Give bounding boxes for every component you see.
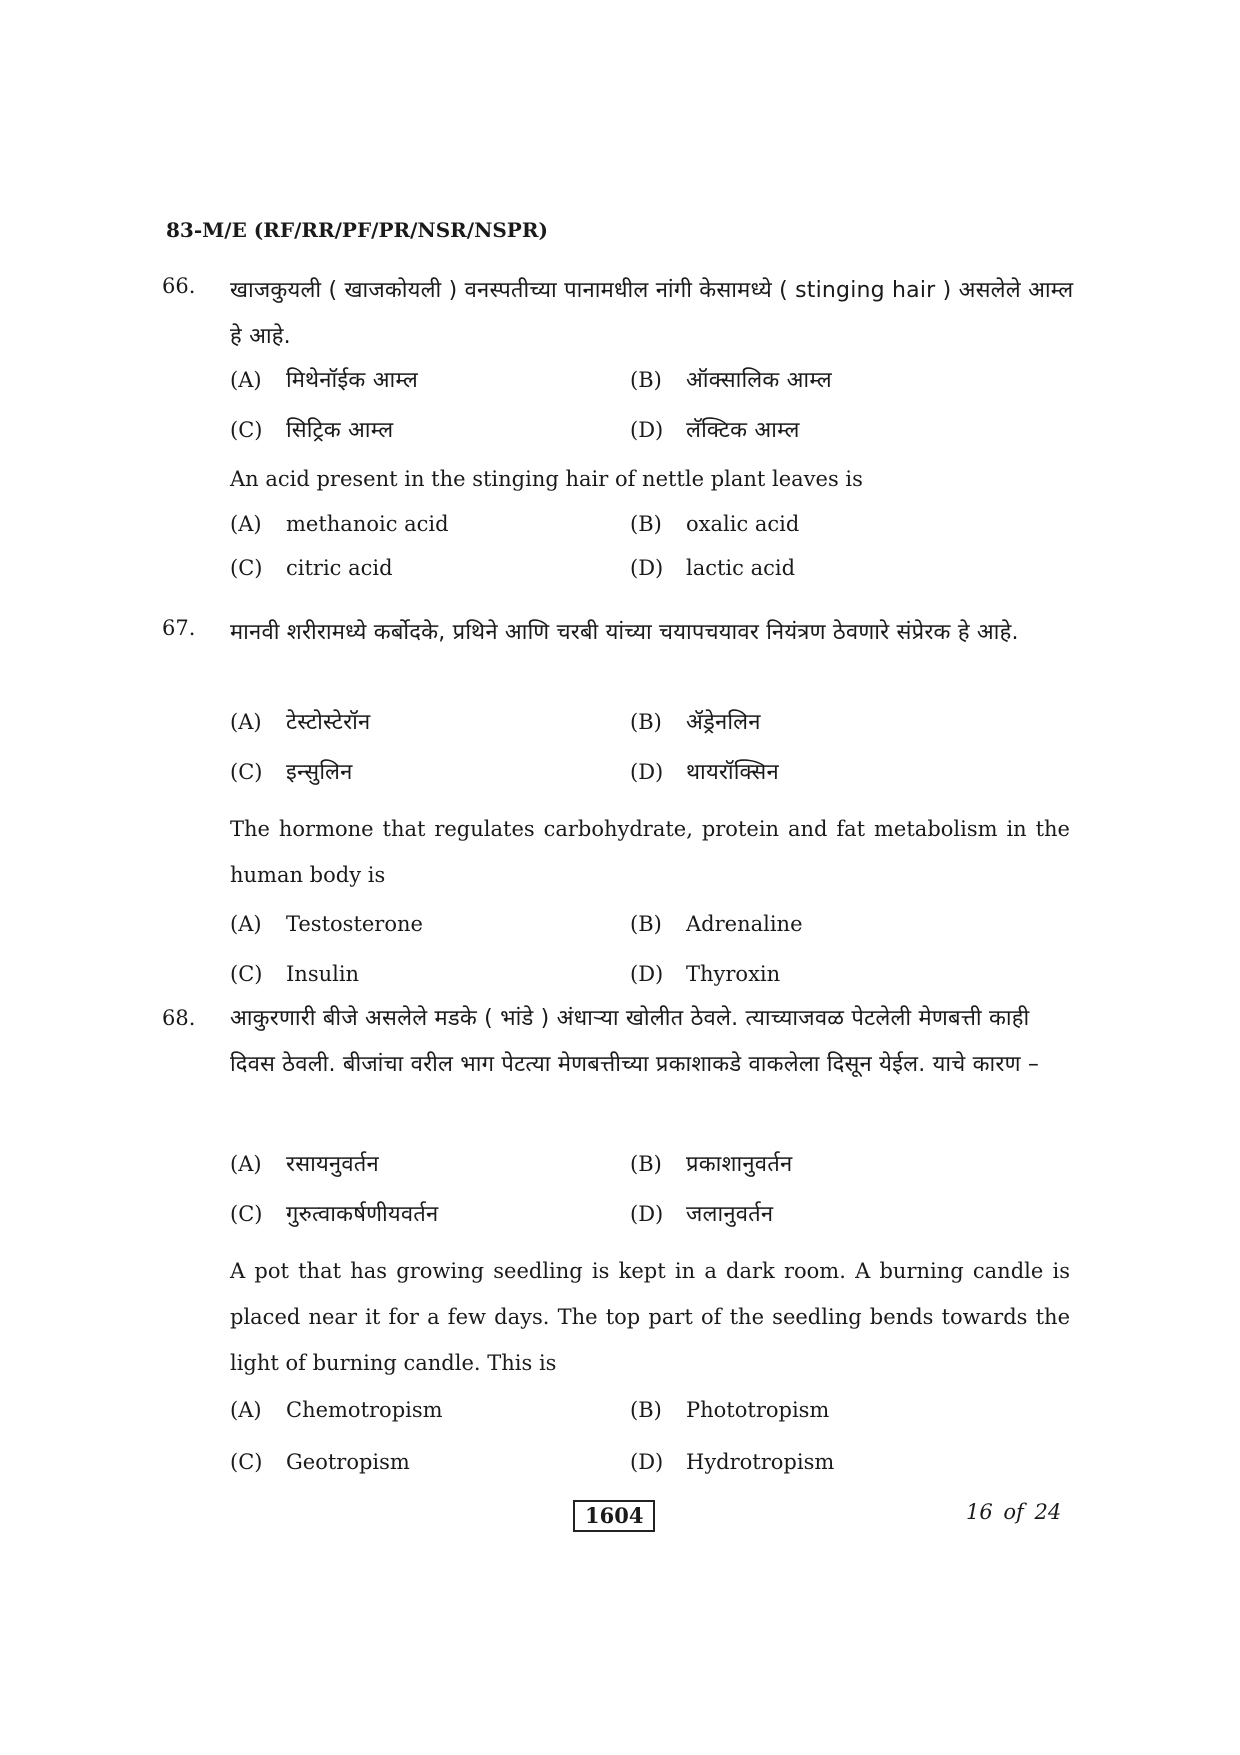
question-number: 67. — [162, 616, 196, 640]
option-marathi-b: (B) ॲड्रेनलिन — [630, 710, 761, 735]
paper-code: 1604 — [573, 1500, 655, 1532]
question-text-english: A pot that has growing seedling is kept in a dark room. A burning candle is placed near it for a few days. The top part of the seedling bends towards the light of burning candle. This is — [230, 1259, 1070, 1375]
question-text-marathi: मानवी शरीरामध्ये कर्बोदके, प्रथिने आणि चरबी यांच्या चयापचयावर नियंत्रण ठेवणारे संप्रेरक हे आहे. — [230, 620, 1019, 645]
option-english-c: (C) Geotropism — [230, 1450, 410, 1474]
option-english-d: (D) Hydrotropism — [630, 1450, 835, 1474]
option-marathi-c: (C) इन्सुलिन — [230, 760, 353, 785]
question-text-marathi: आकुरणारी बीजे असलेले मडके ( भांडे ) अंधाऱ्या खोलीत ठेवले. त्याच्याजवळ पेटलेली मेणबत्ती काही दिवस ठेवली. बीजांचा वरील भाग पेटत्या मेणबत्तीच्या प्रकाशाकडे वाकलेला दिसून येईल. याचे कारण – — [230, 1006, 1040, 1077]
option-english-b: (B) Adrenaline — [630, 912, 803, 936]
option-marathi-a: (A) टेस्टोस्टेरॉन — [230, 710, 371, 735]
option-marathi-d: (D) जलानुवर्तन — [630, 1202, 774, 1227]
question-number: 68. — [162, 1006, 196, 1030]
question-text-english: An acid present in the stinging hair of nettle plant leaves is — [230, 467, 863, 491]
option-english-c: (C) citric acid — [230, 556, 393, 580]
question-text-marathi: खाजकुयली ( खाजकोयली ) वनस्पतीच्या पानामधील नांगी केसामध्ये ( stinging hair ) असलेले आम्ल हे आहे. — [230, 278, 1074, 349]
option-marathi-a: (A) रसायनुवर्तन — [230, 1152, 379, 1177]
option-marathi-d: (D) लॅक्टिक आम्ल — [630, 418, 800, 443]
question-number: 66. — [162, 274, 196, 298]
option-english-a: (A) Chemotropism — [230, 1398, 443, 1422]
option-english-b: (B) Phototropism — [630, 1398, 830, 1422]
page-number: 16 of 24 — [966, 1500, 1062, 1524]
option-english-d: (D) lactic acid — [630, 556, 796, 580]
option-english-b: (B) oxalic acid — [630, 512, 800, 536]
page-header: 83-M/E (RF/RR/PF/PR/NSR/NSPR) — [166, 218, 548, 242]
option-marathi-b: (B) प्रकाशानुवर्तन — [630, 1152, 793, 1177]
option-english-d: (D) Thyroxin — [630, 962, 781, 986]
option-marathi-c: (C) गुरुत्वाकर्षणीयवर्तन — [230, 1202, 439, 1227]
option-marathi-c: (C) सिट्रिक आम्ल — [230, 418, 394, 443]
question-text-english: The hormone that regulates carbohydrate, protein and fat metabolism in the human body is — [230, 817, 1070, 887]
option-english-a: (A) Testosterone — [230, 912, 423, 936]
option-marathi-b: (B) ऑक्सालिक आम्ल — [630, 368, 832, 393]
option-english-a: (A) methanoic acid — [230, 512, 449, 536]
option-marathi-a: (A) मिथेनॉईक आम्ल — [230, 368, 418, 393]
option-english-c: (C) Insulin — [230, 962, 360, 986]
option-marathi-d: (D) थायरॉक्सिन — [630, 760, 779, 785]
